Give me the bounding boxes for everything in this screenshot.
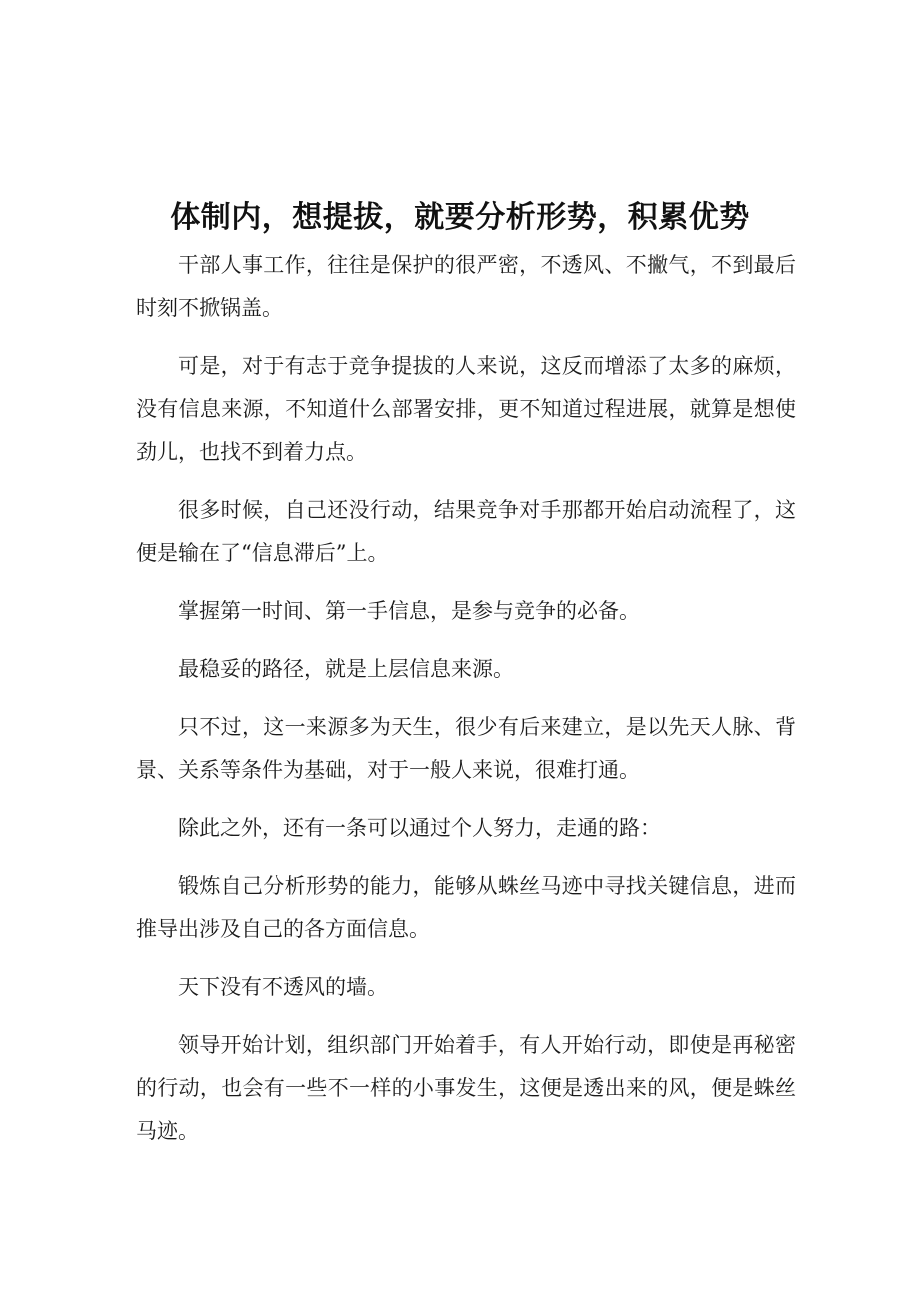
paragraph: 可是，对于有志于竞争提拔的人来说，这反而增添了太多的麻烦，没有信息来源，不知道什么部署安排，更不知道过程进展，就算是想使劲儿，也找不到着力点。 xyxy=(136,354,796,464)
paragraph: 干部人事工作，往往是保护的很严密，不透风、不撇气，不到最后时刻不掀锅盖。 xyxy=(136,253,796,320)
paragraph: 只不过，这一来源多为天生，很少有后来建立，是以先天人脉、背景、关系等条件为基础，对于一般人来说，很难打通。 xyxy=(136,715,796,782)
document-title: 体制内，想提拔，就要分析形势，积累优势 xyxy=(170,200,750,235)
paragraph: 掌握第一时间、第一手信息，是参与竞争的必备。 xyxy=(178,599,640,623)
paragraph: 天下没有不透风的墙。 xyxy=(178,975,388,999)
paragraph: 最稳妥的路径，就是上层信息来源。 xyxy=(178,657,514,681)
paragraph: 领导开始计划，组织部门开始着手，有人开始行动，即使是再秘密的行动，也会有一些不一样的小事发生，这便是透出来的风，便是蛛丝马迹。 xyxy=(136,1033,796,1143)
document-body xyxy=(136,244,796,1168)
paragraph: 除此之外，还有一条可以通过个人努力，走通的路： xyxy=(178,816,661,840)
paragraph: 锻炼自己分析形势的能力，能够从蛛丝马迹中寻找关键信息，进而推导出涉及自己的各方面信息。 xyxy=(136,874,796,941)
paragraph: 很多时候，自己还没行动，结果竞争对手那都开始启动流程了，这便是输在了“信息滞后”上。 xyxy=(136,498,796,565)
